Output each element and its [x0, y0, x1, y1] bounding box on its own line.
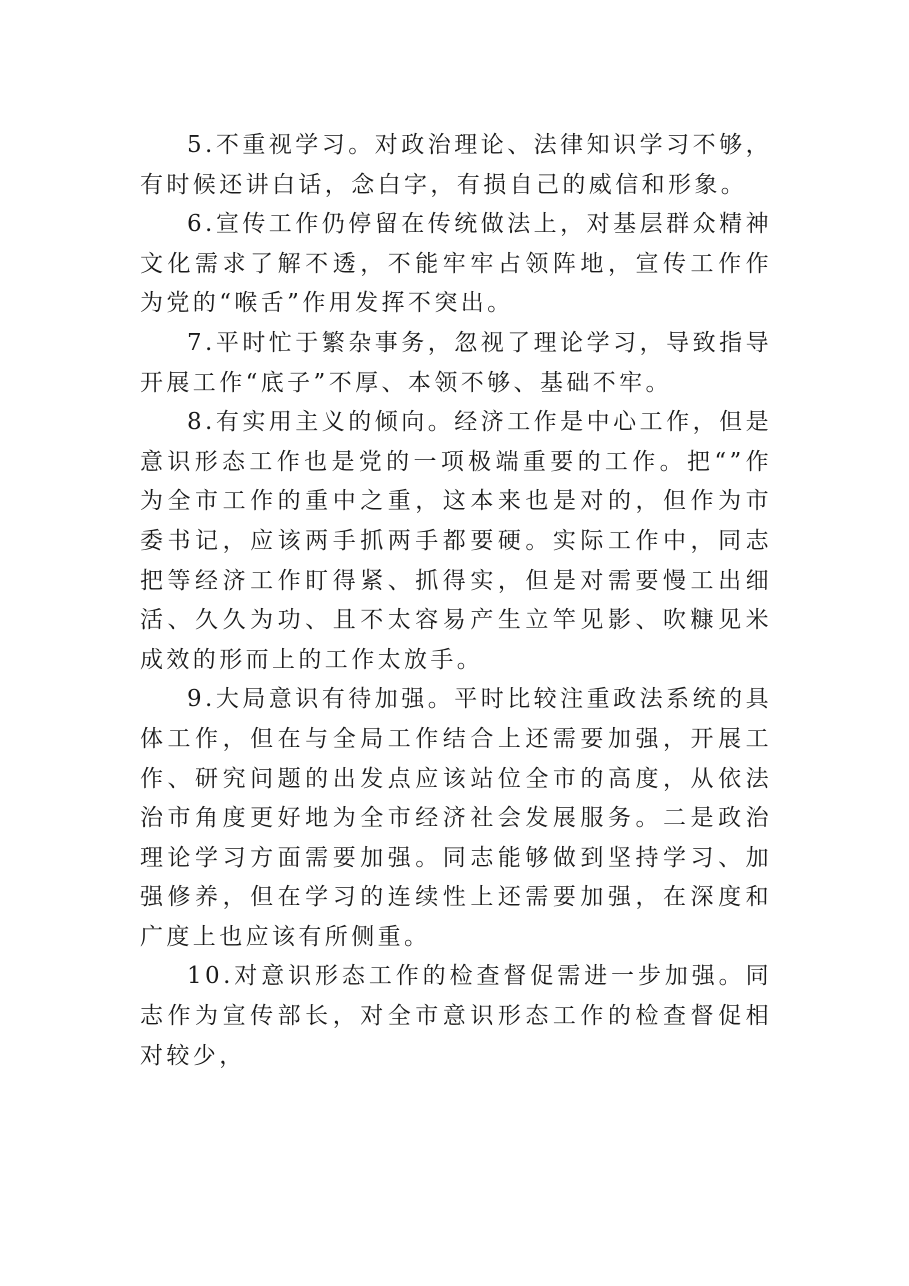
paragraph-9: 9.大局意识有待加强。平时比较注重政法系统的具体工作，但在与全局工作结合上还需要加强，开展工作、研究问题的出发点应该站位全市的高度，从依法治市角度更好地为全市经济社会发展服务。二是政治理论学习方面需要加强。同志能够做到坚持学习、加强修养，但在学习的连续性上还需要加强，在深度和广度上也应该有所侧重。 [140, 686, 772, 950]
paragraph-8: 8.有实用主义的倾向。经济工作是中心工作，但是意识形态工作也是党的一项极端重要的工作。把“”作为全市工作的重中之重，这本来也是对的，但作为市委书记，应该两手抓两手都要硬。实际工作中，同志把等经济工作盯得紧、抓得实，但是对需要慢工出细活、久久为功、且不太容易产生立竿见影、吹糠见米成效的形而上的工作太放手。 [140, 409, 772, 673]
paragraph-10: 10.对意识形态工作的检查督促需进一步加强。同志作为宣传部长，对全市意识形态工作的检查督促相对较少， [140, 963, 772, 1069]
paragraph-6: 6.宣传工作仍停留在传统做法上，对基层群众精神文化需求了解不透，不能牢牢占领阵地，宣传工作作为党的“喉舌”作用发挥不突出。 [140, 211, 772, 317]
paragraph-5: 5.不重视学习。对政治理论、法律知识学习不够，有时候还讲白话，念白字，有损自己的威信和形象。 [140, 132, 772, 198]
paragraph-7: 7.平时忙于繁杂事务，忽视了理论学习，导致指导开展工作“底子”不厚、本领不够、基础不牢。 [140, 329, 772, 396]
document-body [140, 126, 772, 1076]
